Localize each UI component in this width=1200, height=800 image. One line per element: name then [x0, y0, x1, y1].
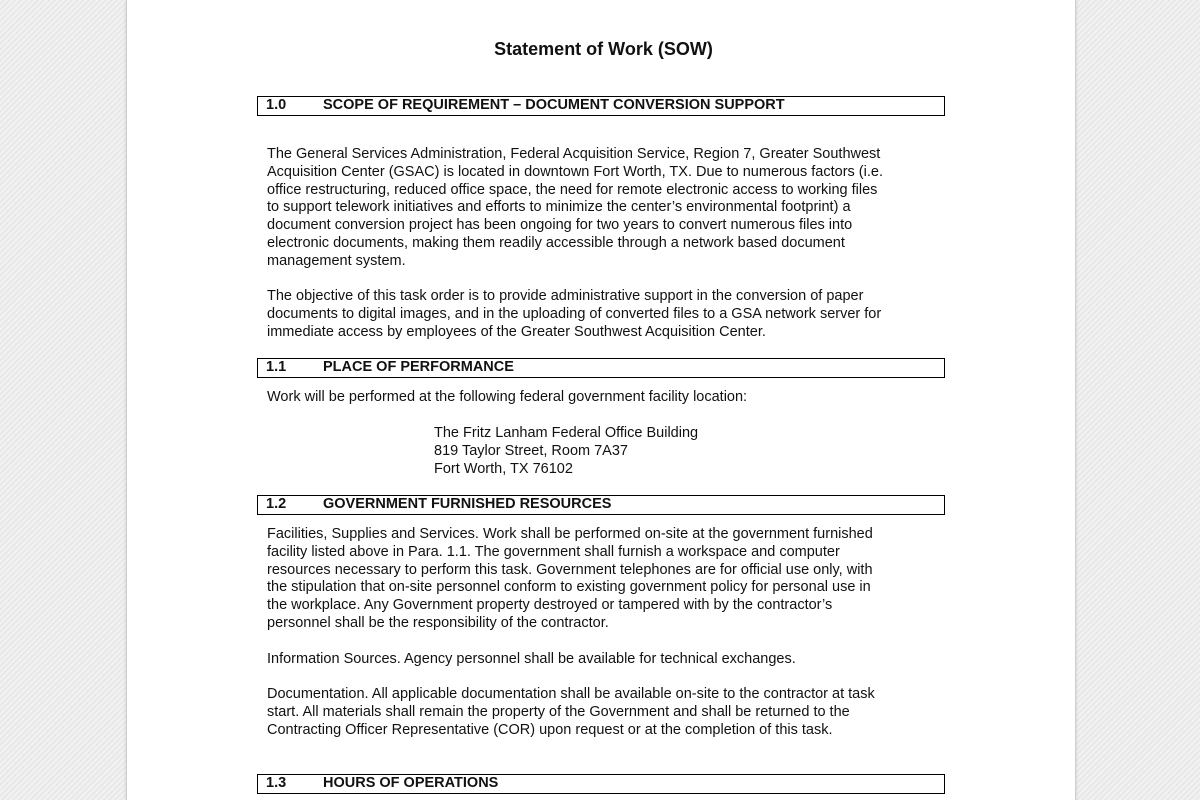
text-line: documents to digital images, and in the uploading of converted files to a GSA network server for: [267, 305, 882, 322]
section-title: SCOPE OF REQUIREMENT – DOCUMENT CONVERSION SUPPORT: [323, 97, 785, 113]
address-line: The Fritz Lanham Federal Office Building: [434, 425, 699, 441]
text-line: The General Services Administration, Federal Acquisition Service, Region 7, Greater Southwest: [267, 146, 881, 162]
paragraph-documentation: [267, 686, 947, 739]
section-heading-1-1: [257, 358, 945, 378]
text-line: office restructuring, reduced office space, the need for remote electronic access to working files: [267, 181, 878, 198]
text-line: to support telework initiatives and efforts to minimize the center’s environmental footprint) a: [267, 199, 851, 216]
section-number: 1.3: [266, 775, 287, 791]
paragraph-facilities: [267, 526, 947, 633]
text-line: the stipulation that on-site personnel conform to existing government policy for personal use in: [267, 579, 871, 596]
section-heading-1-0: [257, 96, 945, 116]
text-line: facility listed above in Para. 1.1. The government shall furnish a workspace and computer: [267, 543, 840, 560]
facility-address: [434, 425, 698, 478]
text-line: The objective of this task order is to provide administrative support in the conversion of paper: [267, 288, 864, 304]
section-title: HOURS OF OPERATIONS: [323, 775, 499, 791]
paragraph-place: [267, 389, 947, 407]
paragraph-objective: [267, 288, 947, 341]
section-heading-1-3: [257, 774, 945, 794]
section-title: PLACE OF PERFORMANCE: [323, 359, 514, 375]
document-title: Statement of Work (SOW): [494, 39, 713, 59]
text-line: management system.: [267, 252, 406, 269]
section-heading-1-2: [257, 495, 945, 515]
text-line: Contracting Officer Representative (COR) upon request or at the completion of this task.: [267, 721, 833, 738]
document-page: [126, 0, 1076, 800]
address-line: 819 Taylor Street, Room 7A37: [434, 442, 628, 459]
text-line: electronic documents, making them readily accessible through a network based document: [267, 234, 845, 251]
text-line: resources necessary to perform this task. Government telephones are for official use only, with: [267, 561, 873, 578]
text-line: personnel shall be the responsibility of the contractor.: [267, 614, 609, 631]
section-number: 1.0: [266, 97, 287, 113]
address-line: Fort Worth, TX 76102: [434, 460, 573, 477]
text-line: Acquisition Center (GSAC) is located in downtown Fort Worth, TX. Due to numerous factors (i.e.: [267, 163, 883, 180]
section-number: 1.1: [266, 359, 287, 375]
paragraph-scope: [267, 146, 947, 271]
text-line: immediate access by employees of the Greater Southwest Acquisition Center.: [267, 323, 766, 340]
paragraph-information-sources: [267, 651, 947, 669]
section-number: 1.2: [266, 496, 287, 512]
text-line: Information Sources. Agency personnel shall be available for technical exchanges.: [267, 651, 796, 667]
text-line: Work will be performed at the following federal government facility location:: [267, 389, 748, 405]
text-line: Documentation. All applicable documentation shall be available on-site to the contractor at task: [267, 686, 875, 702]
text-line: the workplace. Any Government property destroyed or tampered with by the contractor’s: [267, 597, 833, 614]
text-line: document conversion project has been ongoing for two years to convert numerous files into: [267, 217, 853, 234]
text-line: start. All materials shall remain the property of the Government and shall be returned to the: [267, 703, 850, 720]
section-title: GOVERNMENT FURNISHED RESOURCES: [323, 496, 612, 512]
text-line: Facilities, Supplies and Services. Work shall be performed on-site at the government furnished: [267, 526, 873, 542]
